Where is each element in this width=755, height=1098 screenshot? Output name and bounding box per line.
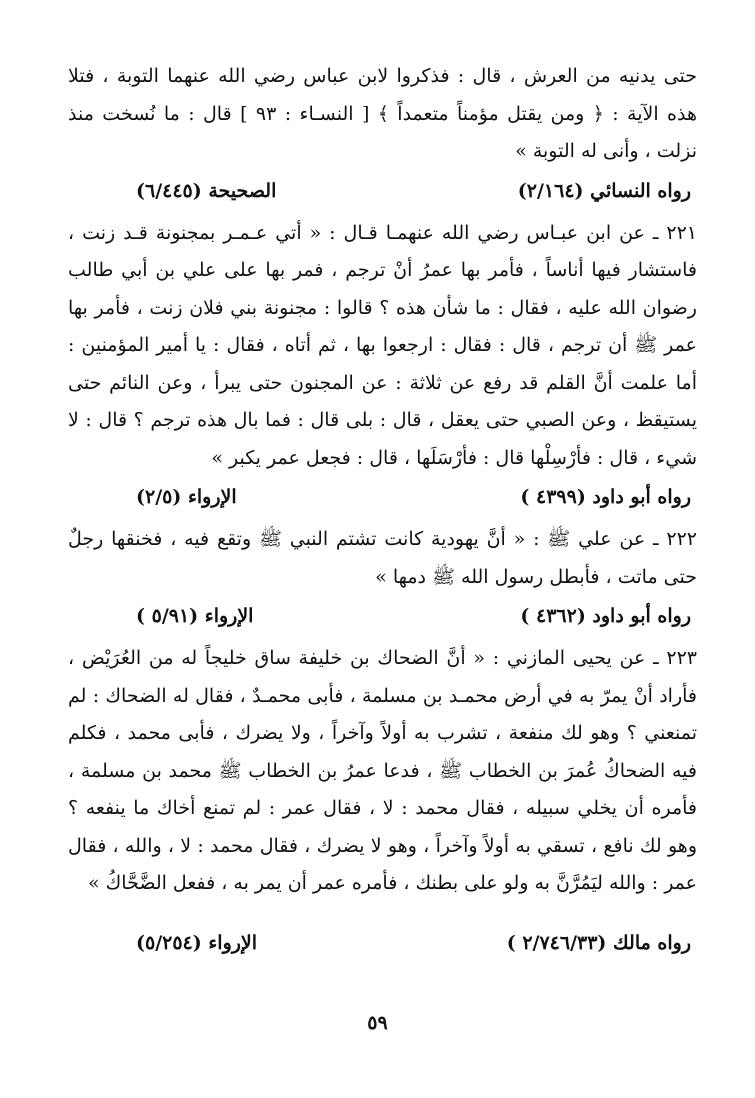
intro-citation — [68, 173, 697, 209]
hadith-223-paragraph: ٢٢٣ ـ عن يحيى المازني : « أنَّ الضحاك بن خليفة ساق خليجاً له من العُرَيْض ، فأراد أنْ يمرّ به في أرض محمـد بن مسلمة ، فأبى محمـدٌ ، فقال له الضحاك : لم تمنعني ؟ وهو لك منفعة ، تشرب به أولاً وآخراً ، ولا يضرك ، فأبى محمد ، فكلم فيه الضحاكُ عُمرَ بن الخطاب ﷺ ، فدعا عمرُ بن الخطاب ﷺ محمد بن مسلمة ، فأمره أن يخلي سبيله ، فقال محمد : لا ، فقال عمر : لم تمنع أخاك ما ينفعه ؟ وهو لك نافع ، تسقي به أولاً وآخراً ، وهو لا يضرك ، فقال محمد : لا ، والله ، فقال عمر : والله ليَمُرَّنَّ به ولو على بطنك ، فأمره عمر أن يمر به ، ففعل الضَّحَّاكُ » — [68, 647, 697, 894]
hadith-222-citation — [68, 598, 697, 634]
intro-source: رواه النسائي (٢/١٦٤) — [517, 179, 691, 202]
hadith-222-grade: الإرواء (٥/٩١ ) — [136, 605, 254, 627]
hadith-221-source: رواه أبو داود (٤٣٩٩ ) — [520, 486, 691, 508]
hadith-221-paragraph: ٢٢١ ـ عن ابن عبـاس رضي الله عنهمـا قـال : « أتي عـمـر بمجنونة قـد زنت ، فاستشار فيها أناساً ، فأمر بها عمرُ أنْ ترجم ، فمر بها على علي بن أبي طالب رضوان الله عليه ، فقال : ما شأن هذه ؟ قالوا : مجنونة بني فلان زنت ، فأمر بها عمر ﷺ أن ترجم ، قال : فقال : ارجعوا بها ، ثم أتاه ، فقال : يا أمير المؤمنين : أما علمت أنَّ القلم قد رفع عن ثلاثة : عن المجنون حتى يبرأ ، وعن النائم حتى يستيقظ ، وعن الصبي حتى يعقل ، قال : بلى قال : فما بال هذه ترجم ؟ قال : لا شيء ، قال : فأرْسِلْها قال : فأرْسَلَها ، قال : فجعل عمر يكبر » — [68, 221, 697, 469]
hadith-223-grade: الإرواء (٥/٢٥٤) — [136, 931, 258, 954]
intro-paragraph: حتى يدنيه من العرش ، قال : فذكروا لابن عباس رضي الله عنهما التوبة ، فتلا هذه الآية : ﴿ ومن يقتل مؤمناً متعمداً ﴾ [ النسـاء : ٩٣ ] قال : ما نُسخت منذ نزلت ، وأنى له التوبة » — [68, 65, 697, 162]
hadith-223-citation — [68, 925, 697, 961]
hadith-221-grade: الإرواء (٢/٥) — [136, 486, 237, 508]
intro-grade: الصحيحة (٦/٤٤٥) — [136, 179, 277, 202]
hadith-222-paragraph: ٢٢٢ ـ عن علي ﷺ : « أنَّ يهودية كانت تشتم النبي ﷺ وتقع فيه ، فخنقها رجلٌ حتى ماتت ، فأبطل رسول الله ﷺ دمها » — [68, 528, 697, 588]
hadith-221-citation — [68, 479, 697, 515]
page-number: ٥٩ — [367, 1012, 388, 1034]
hadith-223-source: رواه مالك (٢/٧٤٦/٣٣ ) — [506, 931, 691, 954]
hadith-222-source: رواه أبو داود (٤٣٦٢ ) — [520, 605, 691, 627]
